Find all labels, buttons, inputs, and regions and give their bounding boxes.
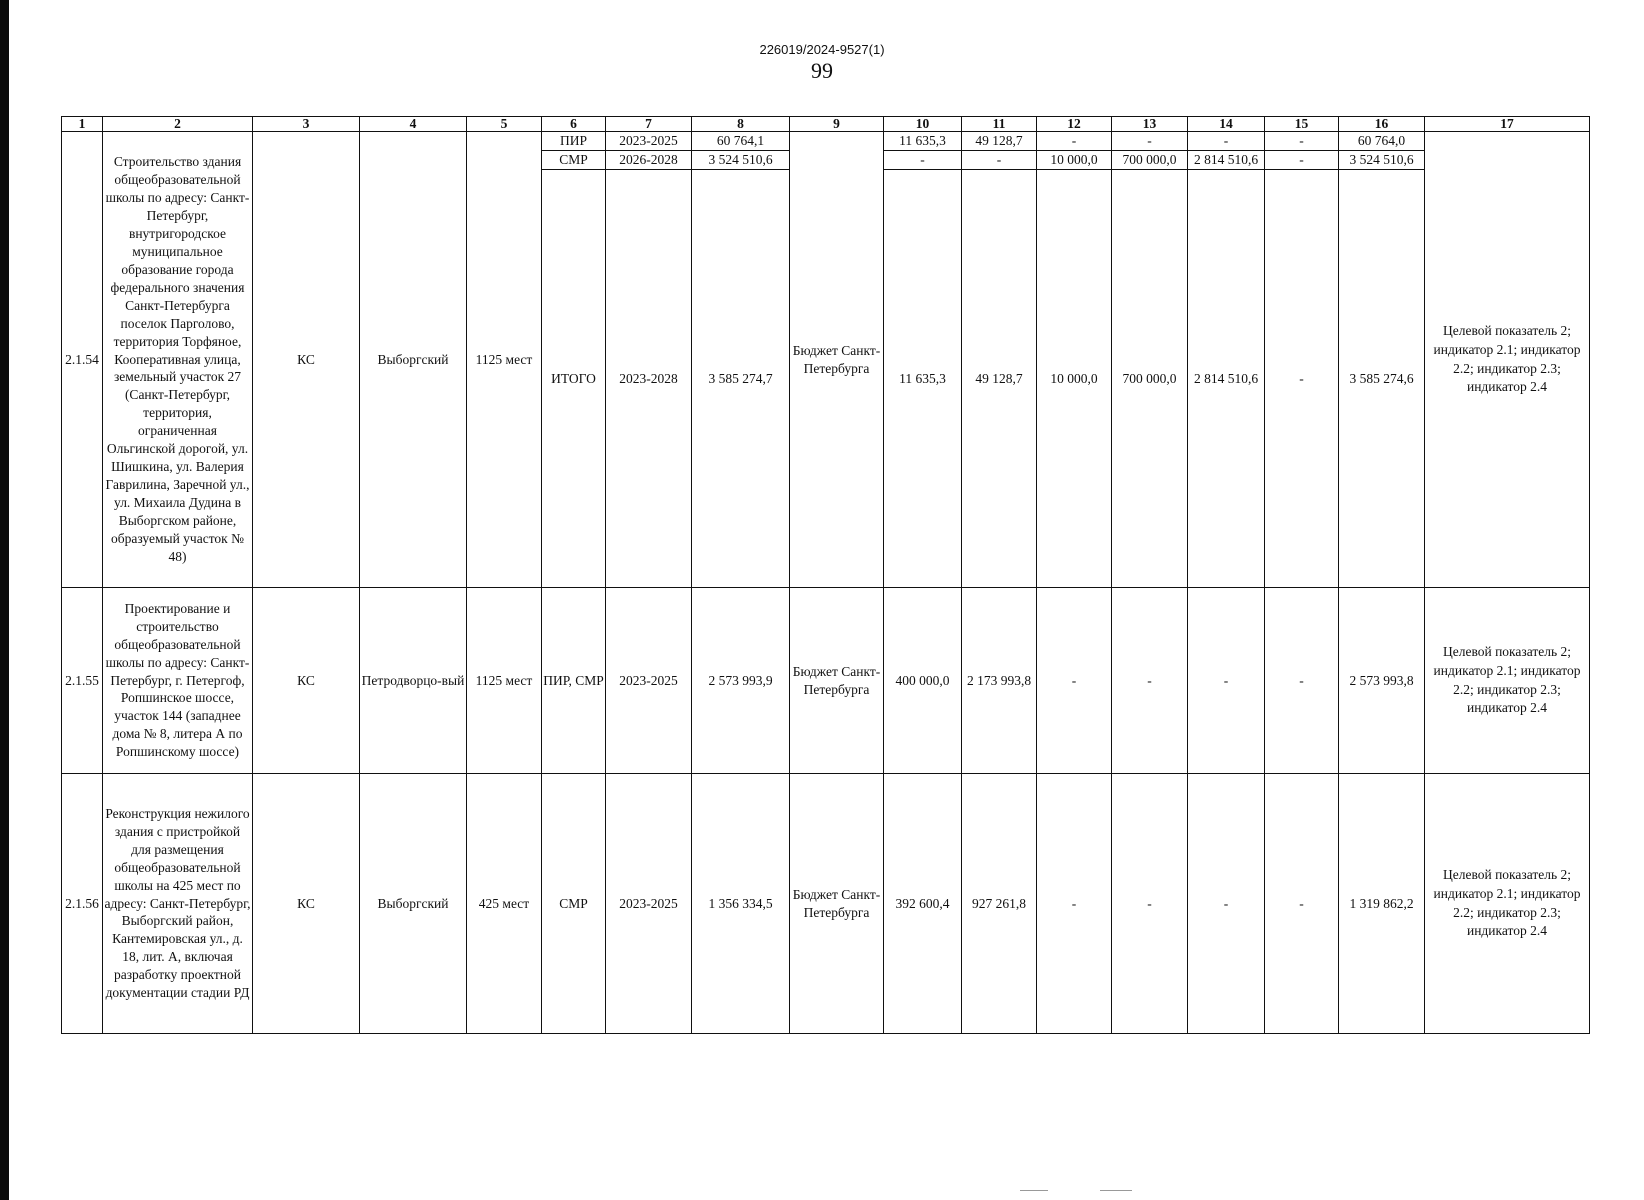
table-row bbox=[62, 774, 1590, 1034]
stage: СМР bbox=[542, 774, 606, 1034]
column-number: 5 bbox=[467, 117, 542, 132]
object-name: Проектирование и строительство общеобразовательной школы по адресу: Санкт-Петербург, г. Петергоф, Ропшинское шоссе, участок 144 (западнее дома № 8, литера А по Ропшинскому шоссе) bbox=[103, 588, 253, 774]
capacity: 1125 мест bbox=[467, 588, 542, 774]
cell-col10: 11 635,3 bbox=[884, 132, 962, 151]
column-number: 17 bbox=[1425, 117, 1590, 132]
scan-artifact bbox=[1020, 1190, 1140, 1194]
column-number: 7 bbox=[606, 117, 692, 132]
cell-col15: - bbox=[1265, 132, 1339, 151]
object-name: Строительство здания общеобразовательной школы по адресу: Санкт-Петербург, внутригородское муниципальное образование города федерального значения Санкт-Петербурга поселок Парголово, территория Торфяное, Кооперативная улица, земельный участок 27 (Санкт-Петербург, территория, ограниченная Ольгинской дорогой, ул. Шишкина, ул. Валерия Гаврилина, Заречной ул., ул. Михаила Дудина в Выборгском районе, образуемый участок № 48) bbox=[103, 132, 253, 588]
cell-col14: - bbox=[1188, 132, 1265, 151]
period: 2023-2028 bbox=[606, 170, 692, 588]
period: 2023-2025 bbox=[606, 774, 692, 1034]
stage: ИТОГО bbox=[542, 170, 606, 588]
column-number: 10 bbox=[884, 117, 962, 132]
cell-col13: 700 000,0 bbox=[1112, 170, 1188, 588]
row-number: 2.1.56 bbox=[62, 774, 103, 1034]
cell-col11: 2 173 993,8 bbox=[962, 588, 1037, 774]
cell-col12: 10 000,0 bbox=[1037, 170, 1112, 588]
column-number: 16 bbox=[1339, 117, 1425, 132]
cell-col14: - bbox=[1188, 774, 1265, 1034]
cell-col10: 400 000,0 bbox=[884, 588, 962, 774]
column-number: 2 bbox=[103, 117, 253, 132]
cell-col16: 2 573 993,8 bbox=[1339, 588, 1425, 774]
column-numbers-row bbox=[62, 117, 1590, 132]
object-name: Реконструкция нежилого здания с пристройкой для размещения общеобразовательной школы на 425 мест по адресу: Санкт-Петербург, Выборгский район, Кантемировская ул., д. 18, лит. А, включая разработку проектной документации стадии РД bbox=[103, 774, 253, 1034]
cell-col13: - bbox=[1112, 132, 1188, 151]
cell-col16: 1 319 862,2 bbox=[1339, 774, 1425, 1034]
total-cost: 1 356 334,5 bbox=[692, 774, 790, 1034]
total-cost: 2 573 993,9 bbox=[692, 588, 790, 774]
cell-col11: 49 128,7 bbox=[962, 170, 1037, 588]
column-number: 14 bbox=[1188, 117, 1265, 132]
cell-col16: 60 764,0 bbox=[1339, 132, 1425, 151]
cell-col11: 927 261,8 bbox=[962, 774, 1037, 1034]
cell-col15: - bbox=[1265, 151, 1339, 170]
cell-col15: - bbox=[1265, 588, 1339, 774]
column-number: 12 bbox=[1037, 117, 1112, 132]
cell-col11: 49 128,7 bbox=[962, 132, 1037, 151]
cell-col12: - bbox=[1037, 774, 1112, 1034]
column-number: 11 bbox=[962, 117, 1037, 132]
funding-source: Бюджет Санкт-Петербурга bbox=[790, 132, 884, 588]
cell-col12: 10 000,0 bbox=[1037, 151, 1112, 170]
district: Выборгский bbox=[360, 132, 467, 588]
document-id: 226019/2024-9527(1) bbox=[759, 42, 885, 57]
district: Петродворцо-вый bbox=[360, 588, 467, 774]
cell-col13: - bbox=[1112, 774, 1188, 1034]
column-number: 3 bbox=[253, 117, 360, 132]
column-number: 8 bbox=[692, 117, 790, 132]
column-number: 1 bbox=[62, 117, 103, 132]
total-cost: 3 585 274,7 bbox=[692, 170, 790, 588]
cell-col16: 3 524 510,6 bbox=[1339, 151, 1425, 170]
cell-col16: 3 585 274,6 bbox=[1339, 170, 1425, 588]
table-row bbox=[62, 132, 1590, 151]
column-number: 13 bbox=[1112, 117, 1188, 132]
capacity: 425 мест bbox=[467, 774, 542, 1034]
cell-col15: - bbox=[1265, 774, 1339, 1034]
target-indicators: Целевой показатель 2; индикатор 2.1; индикатор 2.2; индикатор 2.3; индикатор 2.4 bbox=[1425, 132, 1590, 588]
target-indicators: Целевой показатель 2; индикатор 2.1; индикатор 2.2; индикатор 2.3; индикатор 2.4 bbox=[1425, 774, 1590, 1034]
target-indicators: Целевой показатель 2; индикатор 2.1; индикатор 2.2; индикатор 2.3; индикатор 2.4 bbox=[1425, 588, 1590, 774]
capacity: 1125 мест bbox=[467, 132, 542, 588]
cell-col14: - bbox=[1188, 588, 1265, 774]
cell-col13: 700 000,0 bbox=[1112, 151, 1188, 170]
district: Выборгский bbox=[360, 774, 467, 1034]
funding-source: Бюджет Санкт-Петербурга bbox=[790, 774, 884, 1034]
stage: СМР bbox=[542, 151, 606, 170]
column-number: 9 bbox=[790, 117, 884, 132]
scan-edge-shadow bbox=[0, 0, 9, 1200]
stage: ПИР bbox=[542, 132, 606, 151]
column-number: 4 bbox=[360, 117, 467, 132]
object-type: КС bbox=[253, 774, 360, 1034]
cell-col11: - bbox=[962, 151, 1037, 170]
object-type: КС bbox=[253, 588, 360, 774]
funding-source: Бюджет Санкт-Петербурга bbox=[790, 588, 884, 774]
page-number: 99 bbox=[811, 58, 833, 83]
period: 2023-2025 bbox=[606, 132, 692, 151]
cell-col15: - bbox=[1265, 170, 1339, 588]
table-row bbox=[62, 588, 1590, 774]
object-type: КС bbox=[253, 132, 360, 588]
row-number: 2.1.55 bbox=[62, 588, 103, 774]
cell-col13: - bbox=[1112, 588, 1188, 774]
stage: ПИР, СМР bbox=[542, 588, 606, 774]
cell-col14: 2 814 510,6 bbox=[1188, 170, 1265, 588]
program-table bbox=[61, 116, 1590, 1034]
total-cost: 3 524 510,6 bbox=[692, 151, 790, 170]
cell-col10: - bbox=[884, 151, 962, 170]
cell-col10: 392 600,4 bbox=[884, 774, 962, 1034]
cell-col10: 11 635,3 bbox=[884, 170, 962, 588]
cell-col12: - bbox=[1037, 132, 1112, 151]
period: 2023-2025 bbox=[606, 588, 692, 774]
row-number: 2.1.54 bbox=[62, 132, 103, 588]
total-cost: 60 764,1 bbox=[692, 132, 790, 151]
cell-col14: 2 814 510,6 bbox=[1188, 151, 1265, 170]
cell-col12: - bbox=[1037, 588, 1112, 774]
period: 2026-2028 bbox=[606, 151, 692, 170]
column-number: 15 bbox=[1265, 117, 1339, 132]
column-number: 6 bbox=[542, 117, 606, 132]
